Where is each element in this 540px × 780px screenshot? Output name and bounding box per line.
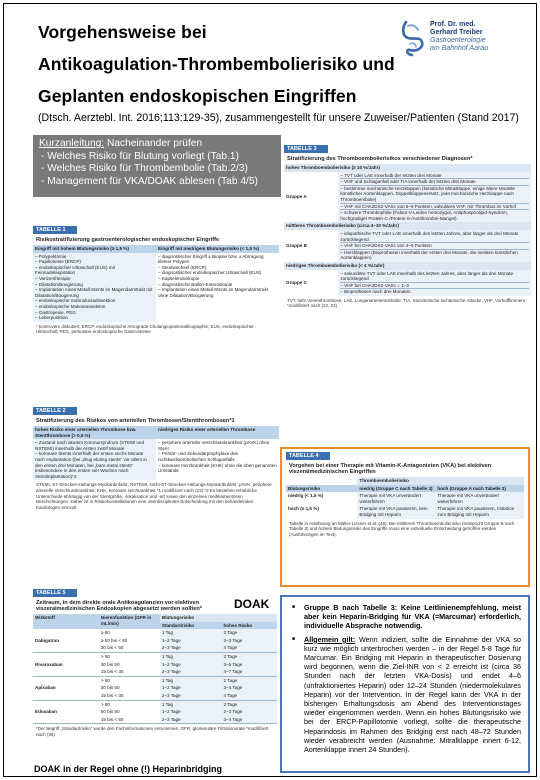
instructions-heading: Kurzanleitung: <box>39 138 105 149</box>
table-caption: Stratifizierung des Thromboembolierisikos verschiedener Diagnosen* <box>287 156 473 162</box>
table-cell: 15 bis < 30 <box>99 692 160 700</box>
column-header: Blutungsrisiko <box>286 485 357 493</box>
table-cell: 2–3 Tage <box>160 668 222 676</box>
table-number: TABELLE 2 <box>33 407 77 415</box>
group-label: Gruppe A <box>286 194 307 200</box>
list-item: – Stentwechsel (ERCP) <box>158 264 207 270</box>
list-item: – diagnostische Ballon-Enteroskopie <box>158 281 233 287</box>
column-header: Standardrisiko <box>160 622 222 630</box>
advice-bullet-2 <box>292 635 521 755</box>
table-cell: 1–2 Tage <box>160 661 222 669</box>
list-item: – endoskopische Mukosaresektion <box>35 303 106 309</box>
list-item: – VHF bei CHA2DS2-VASc = 1–3 <box>340 283 529 290</box>
table-cell: 1–2 Tage <box>160 708 222 716</box>
list-item: – koronare Herzkrankheit (KHK) ohne die oben genannten Umstände <box>158 462 277 474</box>
group-label: Gruppe B <box>286 243 307 249</box>
list-item: – endoskopischer Ultraschall (EUS) mit Feinnadelaspiration <box>35 264 115 276</box>
table-cell: 2–3 Tage <box>221 708 277 716</box>
subtitle: (Dtsch. Aerztebl. Int. 2016;113:129-35), zusammengestellt für unsere Zuweiser/Patienten (Stand 2017) <box>38 112 519 124</box>
list-item: – Primär- und Sekundärprophylaxe des nichtkardioembolischen Schlaganfalls <box>158 451 238 462</box>
instructions-heading-rest: Nacheinander prüfen <box>104 138 203 149</box>
list-item: – VHF und Schlaganfall oder TIA innerhalb der letzten drei Monate <box>340 179 529 186</box>
instruction-item: - Welches Risiko für Blutung vorliegt (Tab.1) <box>41 150 239 162</box>
table-1-bleeding-risk <box>33 226 279 404</box>
instruction-item: - Management für VKA/DOAK ablesen (Tab 4/5) <box>41 175 258 187</box>
table-caption: Vorgehen bei einer Therapie mit Vitamin-K-Antagonisten (VKA) bei elektiven viszeralmedizinischen Eingriffen <box>289 463 492 475</box>
list-item: – Implantation eines Metall-Stents im Magendarmtrakt mit Dilatation/Bougierung <box>35 287 153 298</box>
table-cell: > 50 <box>100 653 110 659</box>
table-cell: Therapie mit VKA unverändert weiterführen <box>357 492 435 505</box>
table-caption: Risikostratifizierung gastroenterologischer endoskopischer Eingriffe <box>36 237 220 243</box>
logo-line-4: am Bahnhof Aarau <box>430 45 489 52</box>
table-cell: 1–2 Tage <box>160 684 222 692</box>
drug-name: Edoxaban <box>33 700 99 724</box>
table-cell: 3–4 Tage <box>221 716 277 724</box>
list-item: – Gastropexie, PEG <box>35 309 76 315</box>
table-caption: Zeitraum, in dem direkte orale Antikoagulanzien vor elektiven viszeralmedizinischen Endoskopien abgesetzt werden sollten* <box>36 600 202 612</box>
column-header: Wirkstoff <box>33 614 99 629</box>
table-cell: ≥ 50 bis < 80 <box>100 637 128 643</box>
table-cell: 2–3 Tage <box>160 692 222 700</box>
table-cell: 4 Tage <box>221 692 277 700</box>
table-2-arterial-thrombosis-risk <box>33 407 279 587</box>
column-header: hohes Risiko einer arteriellen Thrombose bzw. Stentthrombose (> 0,5 %) <box>33 426 156 439</box>
table-3-thromboembolism-risk <box>284 145 531 413</box>
advice-bullet-1: ■ Gruppe B nach Tabelle 3: Keine Leitlinienempfehlung, meist aber kein Heparin-Bridging für VKA (=Marcumar) erforderlich, individuelle Absprache notwendig. <box>292 603 521 631</box>
table-cell: 2 Tage <box>221 700 277 708</box>
drug-name: Rivaroxaban <box>33 652 99 676</box>
list-item: – Bioprothesen nach drei Monaten <box>340 289 411 295</box>
table-cell: 2–3 Tage <box>160 644 222 652</box>
table-4-vka-box <box>280 447 530 587</box>
list-item: – Polypektomie <box>35 253 67 259</box>
table-cell: 4 Tage <box>221 644 277 652</box>
doak-bridging-note: DOAK in der Regel ohne (!) Heparinbridging <box>34 764 223 774</box>
title-line-1: Vorgehensweise bei <box>38 22 207 42</box>
table-cell: 2 Tage <box>221 652 277 660</box>
table-cell: 2 Tage <box>221 629 277 637</box>
table-cell: 2 Tage <box>221 676 277 684</box>
table-cell: 30 bis 50 <box>100 661 120 667</box>
title-line-3: Geplanten endoskopischen Eingriffen <box>38 86 357 106</box>
logo-line-1: Prof. Dr. med. <box>430 21 476 28</box>
advice-bullet-2-heading: Allgemein gilt: <box>304 634 356 644</box>
table-cell: 30 bis 50 <box>100 685 120 691</box>
logo-line-2: Gerhard Treiber <box>430 29 483 36</box>
table-cell: 15 bis < 50 <box>99 716 160 724</box>
list-item: – bestimmte mechanische Herzklappen (künstliche Mitralklappe, einige ältere Modelle künstlicher Aortenklappen, Doppelklappenersatz, jede mechanische Herzklappe nach Thromboembolie) <box>340 186 529 204</box>
table-row <box>33 652 277 660</box>
table-cell: 50 bis 80 <box>100 709 120 715</box>
table-cell: 1 Tag <box>160 629 222 637</box>
doak-label: DOAK <box>234 597 270 611</box>
table-row <box>33 629 277 637</box>
table-footnote: *Der Begriff „Standardrisiko" wurde den Fachinformationen entnommen. GFR, glomeruläre Filtrationsrate *modifiziert nach (36) <box>36 726 269 737</box>
logo-line-3: Gastroenterologie <box>430 37 486 44</box>
list-item: – schwere Thrombophilie (Faktor-V-Leiden homozygot, Antiphospholipid-Syndrom, hochgradiger Protein-C-/Protein-S-/Antithrombin-Mangel) <box>340 210 509 221</box>
list-item: – Varizentherapie <box>35 275 71 281</box>
table-cell: 1–2 Tage <box>160 637 222 645</box>
table-footnote: * kontrovers diskutiert; ERCP, endoskopische retrograde Cholangiopankreatikographie; EUS, endoskopischer Ultraschall; PEG, perkutane endoskopische Gastrostomie <box>36 323 254 335</box>
advice-box <box>280 595 530 773</box>
table-cell: 2–3 Tage <box>160 716 222 724</box>
table-cell: 15 bis < 30 <box>99 668 160 676</box>
table-cell: 1 Tag <box>160 676 222 684</box>
table-footnote: Tabelle in Anlehnung an Müller-Lissner et al. (46). Bei mittlerem Thromboembolierisiko (entspricht Gruppe B nach Tabelle 3) und hohem Blutungsrisiko des Eingriffs muss eine individuelle Entscheidung getroffen werden (Ausführungen im Text). <box>289 520 515 537</box>
column-header: hohes Risiko <box>221 622 277 630</box>
drug-name: Apixaban <box>33 676 99 700</box>
table-4-vka-management <box>286 452 524 582</box>
table-footnote: TVT, tiefe Venenthrombose; LAE, Lungenarterienembolie; TIA, transitorische ischämische Attacke; VHF, Vorhofflimmern *modifiziert nach (22, 23) <box>287 297 526 309</box>
table-number: TABELLE 1 <box>33 226 77 234</box>
table-row <box>33 700 277 708</box>
table-row <box>33 676 277 684</box>
instructions-box <box>33 135 281 197</box>
risk-band-low: niedriges Thromboembolierisiko (< 4 %/Jahr) <box>284 262 531 270</box>
column-header: Nierenfunktion (GFR in mL/min) <box>99 614 160 629</box>
column-header: niedriges Risiko einer arteriellen Thrombose <box>156 426 279 439</box>
list-item: – koronare Stents innerhalb der ersten sechs Monate nach Implantation (bei „drug eluting stents" vor allem in den ersten drei Monaten, bei „bare metal stents" insbesondere in den ersten vier Wochen nach Stentimplantation)*2 <box>35 451 147 479</box>
table-cell: ≥ 80 <box>100 630 110 636</box>
risk-band-mid: mittleres Thromboembolierisiko (circa 4–10 %/Jahr) <box>284 222 531 230</box>
list-item: – Papillotomie (ERCP) <box>35 259 81 265</box>
list-item: – diagnostischer endoskopischer Ultraschall (EUS) <box>158 270 262 276</box>
table-cell: 3–4 Tage <box>221 684 277 692</box>
table-cell: 2–3 Tage <box>221 637 277 645</box>
column-header: Blutungsrisiko <box>160 614 277 622</box>
list-item: – Kapselendoskopie <box>158 275 200 281</box>
table-number: TABELLE 3 <box>284 145 328 153</box>
table-cell: 1 Tag <box>160 700 222 708</box>
table-cell: 1 Tag <box>160 652 222 660</box>
list-item: – diagnostischer Eingriff ± Biopsie bzw. ± Abtragung kleiner Polypen <box>158 253 264 265</box>
table-footnote: STEMI, ST-Strecken-Hebungs-Myokardinfarkt; NSTEMI, Nicht-ST-Strecken-Hebungs-Myokardinfarkt; pAVK, periphere arterielle Verschlusskrankheit; KHK, koronare Herzkrankheit *1 modifiziert nach (23) *2 Es bestehen erhebliche Unterschiede abhängig von der Stentgröße, -lokalisation und -art sowie den einzelnen medikamentösen Beschichtungen. Daher ist in Risikokonstellationen eine interdisziplinäre Entscheidung mit den behandelnden Kardiologen sinnvoll. <box>36 482 272 510</box>
table-cell: Therapie mit VKA unverändert weiterführen <box>435 492 524 505</box>
list-item: – Implantation eines Metall-Stents im Magendarmtrakt ohne Dilatation/Bougierung <box>158 287 269 298</box>
column-header: niedrig (Gruppe C nach Tabelle 3) <box>357 485 435 493</box>
list-item: – idiopathische TVT oder LAE innerhalb des letzten Jahres, aber länger als drei Monate zurückliegend <box>340 231 529 243</box>
table-cell: Therapie mit VKA pausieren, kein Bridging mit Heparin <box>357 505 435 518</box>
list-item: – sekundäre TVT oder LAE innerhalb des letzten Jahres, aber länger als drei Monate zurückliegend <box>340 271 529 283</box>
advice-bullet-2-text: Wenn indiziert, sollte die Einnahme der VKA so kurz wie möglich unterbrochen werden – in der Regel 5-8 Tage für Marcumar. Ein Bridging mit Heparin in therapeutischer Dosierung wird begonnen, wenn die Ziel-INR von < 2 erreicht ist (circa 36 Stunden nach der letzten VKA-Dosis) und endet 4–6 (unfraktioniertes Heparin) oder 12–24 Stunden (niedermolekulares Heparin) vor der Intervention. In der Regel kann der VKA in der bisherigen Erhaltungsdosis am Abend des Interventionstages wieder eingenommen werden. Wenn ein hohes Blutungsrisiko wie bei der ERCP-Papillotomie vorliegt, sollte die therapeutische Heparindosis im Rahmen des Bridging erst nach 48–72 Stunden wieder verabreicht werden (Ausnahme: Mitralklappe innert 6-12, Aortenklappe innert 24 Stunden). <box>304 634 521 755</box>
list-item: – VHF mit CHA2DS2-VASc von 6–9 Punkten, valvuläres VHF, mit Thrombus im Vorhof <box>340 204 529 211</box>
risk-label: hoch (≥ 1,5 %) <box>288 506 319 512</box>
column-header: Eingriff mit niedrigem Blutungsrisiko (< 1,5 %) <box>156 245 279 253</box>
table-cell: > 50 <box>100 677 110 683</box>
table-caption: Stratifizierung des Risikos von arteriellen Thrombosen/Stentthrombosen*1 <box>36 418 235 424</box>
instruction-item: - Welches Risiko für Thrombembolie (Tab.2/3) <box>41 163 248 175</box>
gut-logo-icon <box>400 18 428 58</box>
list-item: – VHF bei CHA2DS2-VASc von 4–5 Punkten <box>340 243 529 250</box>
table-number: TABELLE 4 <box>286 452 330 460</box>
risk-label: niedrig (< 1,5 %) <box>288 493 324 499</box>
list-item: – Leberpunktion <box>35 315 68 321</box>
list-item: – endoskopische Submukosadissektion <box>35 298 116 304</box>
column-header: hoch (Gruppe A nach Tabelle 3) <box>435 485 524 493</box>
column-header: Eingriff mit hohem Blutungsrisiko (≥ 1,5 %) <box>33 245 156 253</box>
table-number: TABELLE 5 <box>33 589 77 597</box>
table-5-doak-pause <box>33 589 277 761</box>
table-cell: 4–7 Tage <box>221 668 277 676</box>
list-item: – periphere arterielle Verschlusskrankheit (pAVK) ohne Stent <box>158 440 270 451</box>
list-item: – Zustand nach akutem Koronarsyndrom (STEMI und NSTEMI) innerhalb der ersten zwölf Monate <box>35 440 145 451</box>
title-line-2: Antikoagulation-Thrombembolierisiko und <box>38 54 395 74</box>
practice-logo <box>400 14 532 66</box>
risk-band-high: hohes Thromboembolierisiko (≥ 10 %/Jahr) <box>284 164 531 172</box>
drug-name: Dabigatran <box>33 629 99 652</box>
group-label: Gruppe C <box>286 279 307 285</box>
table-cell: Therapie mit VKA pausieren, Initiation zum Bridging mit Heparin <box>435 505 524 518</box>
list-item: – TVT oder LAE innerhalb der letzten drei Monate <box>340 173 529 180</box>
list-item: – Herzklappen (Bioprothesen innerhalb der ersten drei Monate, die meisten künstlichen Aortenklappen) <box>340 249 518 261</box>
table-cell: > 80 <box>100 701 110 707</box>
table-cell: 30 bis < 50 <box>99 644 160 652</box>
table-cell: 3–5 Tage <box>221 661 277 669</box>
list-item: – Dilatation/Bougierung <box>35 281 83 287</box>
column-header: Thromboembolierisiko <box>357 477 524 485</box>
